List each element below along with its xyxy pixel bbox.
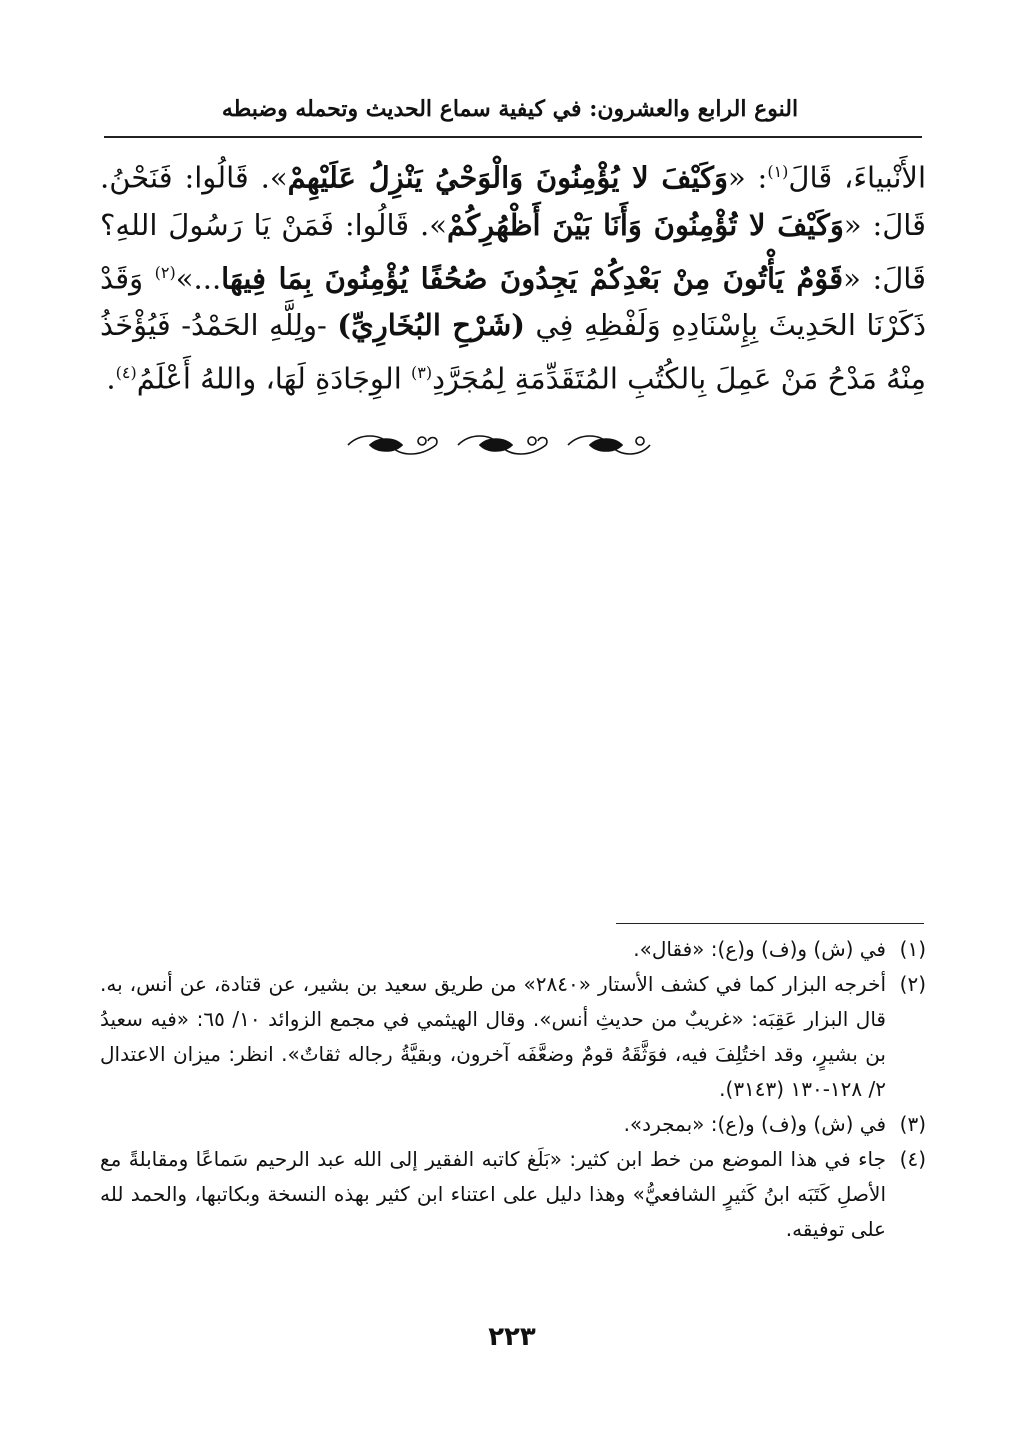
text-segment: ». قَالُوا: فَمَنْ يَا رَسُولَ اللهِ؟ قَالَ: «	[100, 207, 926, 296]
running-head: النوع الرابع والعشرون: في كيفية سماع الحديث وتحمله وضبطه	[221, 96, 799, 122]
main-text	[100, 148, 926, 403]
text-segment: -ولِلَّهِ الحَمْدُ- فَيُؤْخَذُ مِنْهُ مَدْحُ مَنْ عَمِلَ بِالكُتُبِ المُتَقَدِّمَةِ لِمُجَرَّدِ	[100, 308, 926, 396]
footnote-text: في (ش) و(ف) و(ع): «بمجرد».	[623, 1112, 886, 1136]
page-number: ٢٢٣	[488, 1322, 536, 1352]
hadith-quote: قَوْمٌ يَأْتُونَ مِنْ بَعْدِكُمْ يَجِدُونَ صُحُفًا يُؤْمِنُونَ بِمَا فِيهَا	[221, 261, 844, 296]
footnote-text: في (ش) و(ف) و(ع): «فقال».	[633, 937, 886, 961]
hadith-quote: وَكَيْفَ لا يُؤْمِنُونَ وَالْوَحْيُ يَنْزِلُ عَلَيْهِمْ	[287, 160, 728, 195]
text-segment: .	[106, 361, 116, 396]
footnote-number: (٣)	[899, 1112, 926, 1136]
footnotes	[100, 932, 926, 1247]
footnote-4	[100, 1142, 926, 1247]
text-segment: : «	[727, 160, 768, 195]
footnote-3	[100, 1107, 926, 1142]
floral-ornament-icon	[340, 425, 656, 465]
footnote-number: (٤)	[899, 1147, 926, 1171]
text-segment: الأَنْبياءَ، قَالَ	[788, 160, 927, 195]
footnote-marker-3[interactable]: (٣)	[411, 363, 433, 383]
text-segment: وَقَدْ ذَكَرْنَا الحَدِيثَ بِإِسْنَادِهِ وَلَفْظِهِ فِي	[100, 261, 927, 343]
footnote-marker-1[interactable]: (١)	[767, 162, 789, 181]
footnote-marker-2[interactable]: (٢)	[154, 262, 176, 282]
text-segment: الوِجَادَةِ لَهَا، واللهُ أَعْلَمُ	[136, 361, 412, 396]
footnote-number: (٢)	[899, 972, 926, 996]
footnote-2	[100, 967, 926, 1107]
book-title: (شَرْحِ البُخَارِيِّ)	[337, 308, 525, 343]
footnote-number: (١)	[899, 937, 926, 961]
footnote-divider	[616, 923, 924, 924]
footnote-1	[100, 932, 926, 967]
header-divider	[104, 136, 922, 138]
footnote-marker-4[interactable]: (٤)	[115, 363, 137, 383]
hadith-quote: وَكَيْفَ لا تُؤْمِنُونَ وَأَنَا بَيْنَ أَظْهُرِكُمْ	[446, 207, 844, 242]
footnote-text: أخرجه البزار كما في كشف الأستار «٢٨٤٠» من طريق سعيد بن بشير، عن قتادة، عن أنس، به. قال البزار عَقِبَه: «غريبٌ من حديثِ أنس». وقال الهيثمي في مجمع الزوائد ١٠/ ٦٥: «فيه سعيدُ بن بشيرٍ، وقد اختُلِفَ فيه، فوَثَّقَهُ قومٌ وضعَّفَه آخرون، وبقيَّةُ رجاله ثقاتٌ». انظر: ميزان الاعتدال ٢/ ١٢٨-١٣٠ (٣١٤٣).	[100, 972, 886, 1101]
footnote-text: جاء في هذا الموضع من خط ابن كثير: «بَلَغ كاتبه الفقير إلى الله عبد الرحيم سَماعًا ومقابلةً مع الأصلِ كَتَبَه ابنُ كَثيرٍ الشافعيُّ» وهذا دليل على اعتناء ابن كثير بهذه النسخة وبكاتبها، والحمد لله على توفيقه.	[100, 1147, 886, 1241]
text-segment: ...»	[175, 261, 222, 296]
text-segment: ». قَالُوا: فَنَحْنُ. قَالَ: «	[100, 160, 926, 242]
